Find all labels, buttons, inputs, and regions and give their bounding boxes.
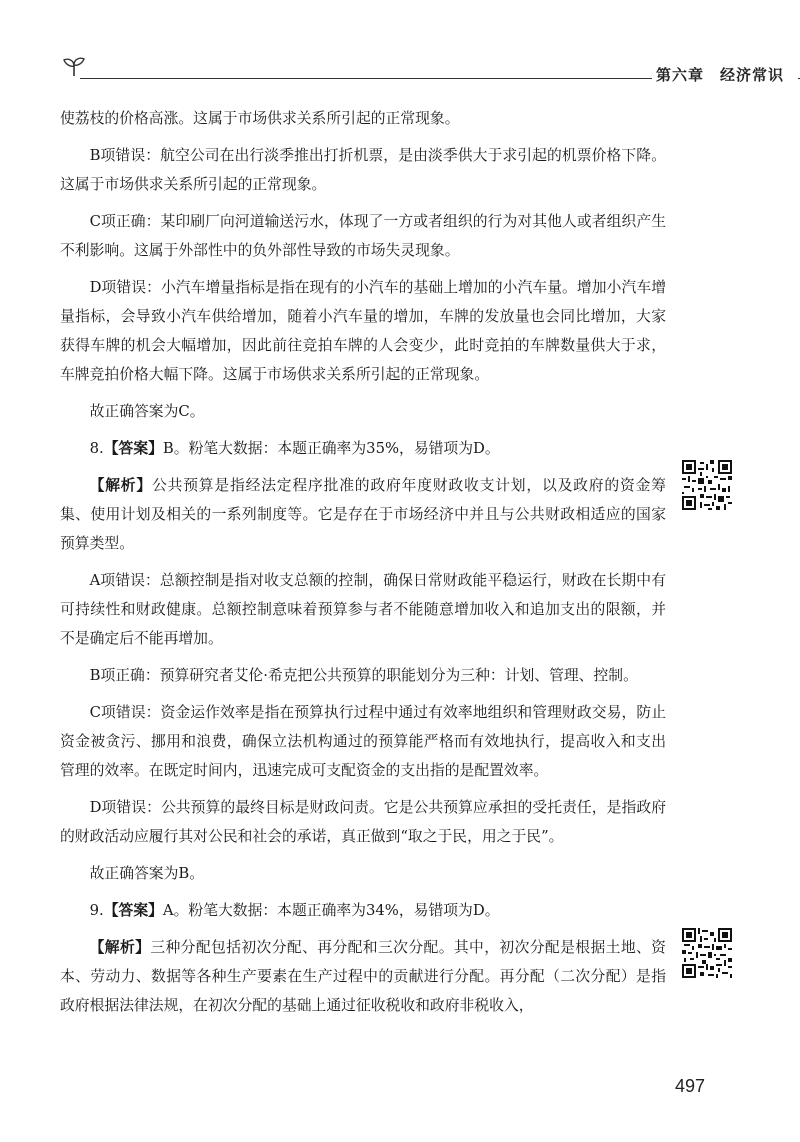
- paragraph: C项错误：资金运作效率是指在预算执行过程中通过有效率地组织和管理财政交易，防止资金被贪污、挪用和浪费，确保立法机构通过的预算能严格而有效地执行，提高收入和支出管理的效率。在既定时间内，迅速完成可支配资金的支出指的是配置效率。: [60, 704, 666, 779]
- paragraph: 故正确答案为C。: [89, 403, 205, 420]
- answer-tag: 【答案】: [103, 440, 163, 457]
- answer-tag: 【答案】: [103, 902, 163, 919]
- page-header: [62, 54, 800, 90]
- paragraph: A项错误：总额控制是指对收支总额的控制，确保日常财政能平稳运行，财政在长期中有可持续性和财政健康。总额控制意味着预算参与者不能随意增加收入和追加支出的限额，并不是确定后不能再增加。: [60, 572, 666, 647]
- paragraph: 故正确答案为B。: [89, 865, 205, 882]
- paragraph: B项错误：航空公司在出行淡季推出打折机票，是由淡季供大于求引起的机票价格下降。这属于市场供求关系所引起的正常现象。: [60, 147, 666, 193]
- analysis-paragraph: 【解析】三种分配包括初次分配、再分配和三次分配。其中，初次分配是根据土地、资本、劳动力、数据等各种生产要素在生产过程中的贡献进行分配。再分配（二次分配）是指政府根据法律法规，在初次分配的基础上通过征收税收和政府非税收入，: [60, 939, 666, 1014]
- paragraph: 使荔枝的价格高涨。这属于市场供求关系所引起的正常现象。: [60, 110, 460, 127]
- paragraph: B项正确：预算研究者艾伦·希克把公共预算的职能划分为三种：计划、管理、控制。: [89, 667, 638, 684]
- page-number: 497: [675, 1076, 706, 1096]
- paragraph: C项正确：某印刷厂向河道输送污水，体现了一方或者组织的行为对其他人或者组织产生不利影响。这属于外部性中的负外部性导致的市场失灵现象。: [60, 213, 666, 259]
- analysis-paragraph: 【解析】公共预算是指经法定程序批准的政府年度财政收支计划，以及政府的资金筹集、使用计划及相关的一系列制度等。它是存在于市场经济中并且与公共财政相适应的国家预算类型。: [60, 477, 666, 552]
- sprout-icon: [62, 54, 86, 78]
- page-body: [60, 104, 666, 1028]
- analysis-tag: 【解析】: [89, 477, 152, 494]
- chapter-title: 第六章 经济常识: [656, 66, 785, 84]
- qr-code-icon[interactable]: [682, 460, 732, 510]
- paragraph: D项错误：小汽车增量指标是指在现有的小汽车的基础上增加的小汽车量。增加小汽车增量指标，会导致小汽车供给增加，随着小汽车量的增加，车牌的发放量也会同比增加，大家获得车牌的机会大幅增加，因此前往竞拍车牌的人会变少，此时竞拍的车牌数量供大于求，车牌竞拍价格大幅下降。这属于市场供求关系所引起的正常现象。: [60, 279, 666, 383]
- header-rule-left: [80, 78, 652, 79]
- answer-line: 9.【答案】A。粉笔大数据：本题正确率为34%，易错项为D。: [89, 902, 500, 919]
- paragraph: D项错误：公共预算的最终目标是财政问责。它是公共预算应承担的受托责任，是指政府的财政活动应履行其对公民和社会的承诺，真正做到“取之于民，用之于民”。: [60, 799, 666, 845]
- qr-code-icon[interactable]: [682, 928, 732, 978]
- analysis-tag: 【解析】: [89, 939, 151, 956]
- answer-line: 8.【答案】B。粉笔大数据：本题正确率为35%，易错项为D。: [89, 440, 500, 457]
